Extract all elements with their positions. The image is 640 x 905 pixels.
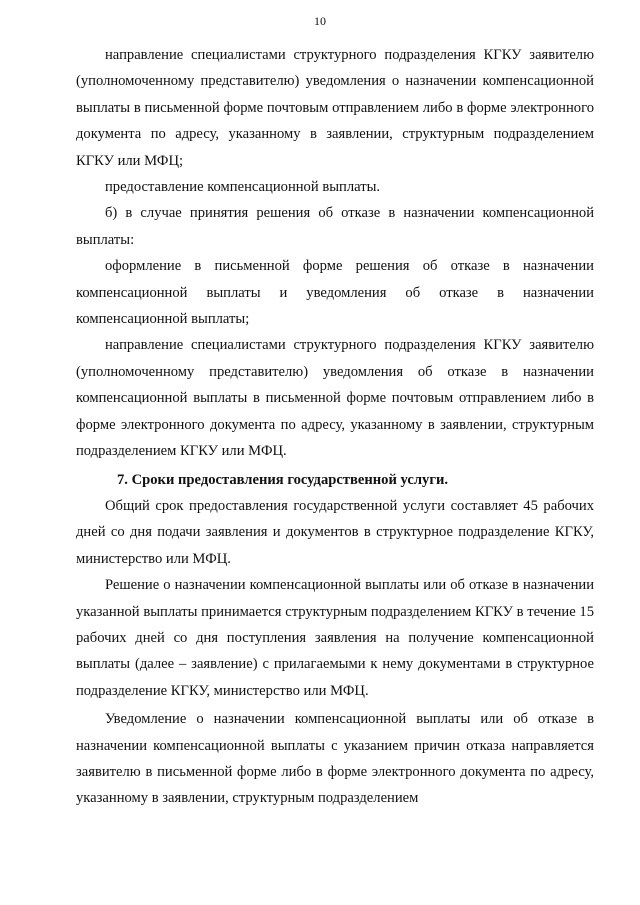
paragraph-total-term: Общий срок предоставления государственной услуги составляет 45 рабочих дней со дня подачи заявления и документов в структурное подразделение КГКУ, министерство или МФЦ. — [76, 497, 594, 567]
page-number: 10 — [314, 14, 326, 28]
document-body — [76, 42, 594, 812]
paragraph-notification-term: Уведомление о назначении компенсационной выплаты или об отказе в назначении компенсационной выплаты с указанием причин отказа направляется заявителю в письменной форме либо в форме электронного документа по адресу, указанному в заявлении, структурным подразделением — [76, 711, 594, 807]
paragraph-provision: предоставление компенсационной выплаты. — [105, 179, 381, 196]
section-heading: 7. Сроки предоставления государственной услуги. — [117, 471, 449, 488]
paragraph-refusal-drafting: оформление в письменной форме решения об отказе в назначении компенсационной выплаты и уведомления об отказе в назначении компенсационной выплаты; — [76, 258, 594, 328]
paragraph-decision-term: Решение о назначении компенсационной выплаты или об отказе в назначении указанной выплаты принимается структурным подразделением КГКУ в течение 15 рабочих дней со дня поступления заявления на получение компенсационной выплаты (далее – заявление) с прилагаемыми к нему документами в структурное подразделение КГКУ, министерство или МФЦ. — [76, 577, 594, 699]
paragraph-refusal-notification: направление специалистами структурного подразделения КГКУ заявителю (уполномоченному представителю) уведомления об отказе в назначении компенсационной выплаты в письменной форме почтовым отправлением либо в форме электронного документа по адресу, указанному в заявлении, структурным подразделением КГКУ или МФЦ. — [76, 337, 594, 460]
paragraph-refusal-case: б) в случае принятия решения об отказе в назначении компенсационной выплаты: — [76, 205, 594, 248]
paragraph-notification-appointment: направление специалистами структурного подразделения КГКУ заявителю (уполномоченному представителю) уведомления о назначении компенсационной выплаты в письменной форме почтовым отправлением либо в форме электронного документа по адресу, указанному в заявлении, структурным подразделением КГКУ или МФЦ; — [76, 47, 594, 169]
